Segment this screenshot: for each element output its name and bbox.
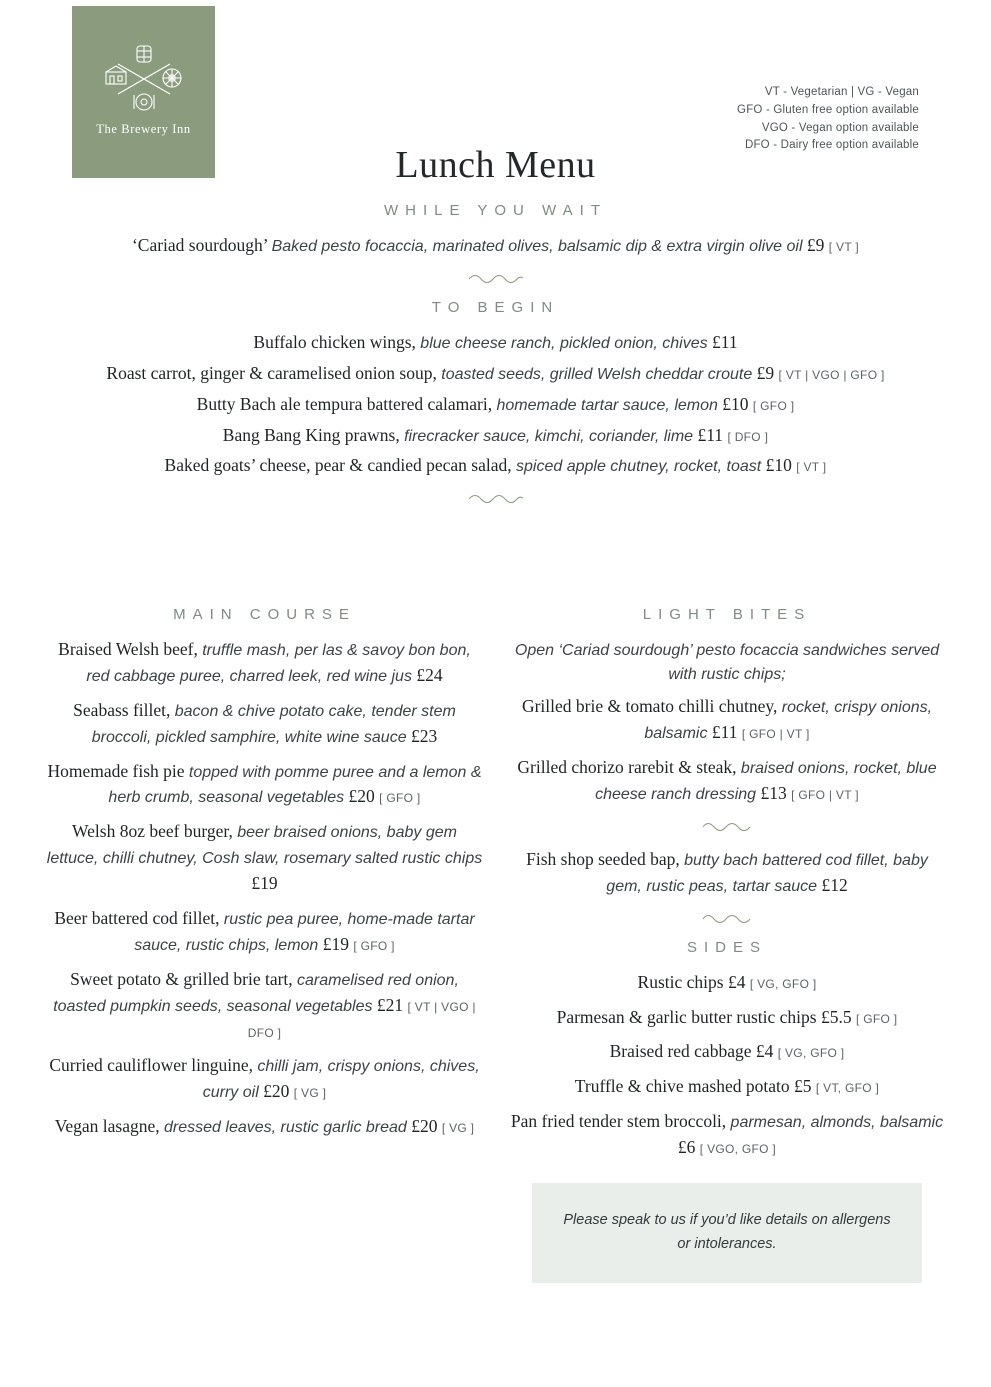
item-price: £11 (711, 722, 738, 743)
item-name: ‘Cariad sourdough’ (131, 235, 268, 255)
item-price: £24 (416, 664, 443, 685)
item-price: £20 (263, 1081, 290, 1102)
item-tags: [ VT | VGO | GFO ] (778, 367, 885, 382)
item-tags: [ VT, GFO ] (815, 1081, 880, 1096)
item-name: Grilled chorizo rarebit & steak, (517, 757, 737, 778)
item-price: £21 (376, 994, 404, 1015)
item-price: £9 (806, 235, 825, 255)
section-divider (46, 271, 945, 289)
top-sections (46, 202, 945, 519)
item-price: £10 (765, 455, 792, 476)
item-price: £6 (677, 1137, 696, 1158)
item-name: Parmesan & garlic butter rustic chips (556, 1006, 817, 1027)
item-price: £19 (251, 873, 278, 894)
menu-item (46, 423, 945, 449)
item-description: bacon & chive potato cake, tender stem broccoli, pickled samphire, white wine sauce (91, 702, 456, 746)
item-name: Buffalo chicken wings, (253, 331, 416, 352)
item-price: £9 (756, 362, 775, 383)
item-price: £4 (755, 1041, 774, 1062)
item-name: Truffle & chive mashed potato (574, 1076, 790, 1097)
item-description: beer braised onions, baby gem lettuce, chilli chutney, Cosh slaw, rosemary salted rustic chips (46, 824, 483, 868)
menu-item (46, 698, 483, 750)
item-description: rustic pea puree, home-made tartar sauce, rustic chips, lemon (134, 911, 475, 954)
item-tags: [ VT ] (796, 460, 827, 475)
menu-item (46, 453, 945, 479)
section-divider (509, 819, 945, 837)
light-bites-intro: Open ‘Cariad sourdough’ pesto focaccia sandwiches served with rustic chips; (514, 642, 940, 683)
page-title: Lunch Menu (395, 144, 596, 187)
section-light-bites (509, 606, 945, 899)
item-tags: [ VGO, GFO ] (699, 1142, 777, 1157)
item-price: £11 (711, 331, 738, 352)
menu-item (509, 1074, 945, 1100)
item-tags: [ GFO ] (379, 791, 421, 806)
item-description: spiced apple chutney, rocket, toast (516, 458, 762, 476)
menu-item (46, 906, 483, 958)
item-name: Vegan lasagne, (54, 1116, 160, 1137)
section-sides (509, 939, 945, 1161)
item-name: Beer battered cod fillet, (54, 908, 220, 929)
item-tags: [ VG, GFO ] (777, 1046, 845, 1061)
item-description: braised onions, rocket, blue cheese ranch dressing (595, 760, 937, 804)
key-line-1: VT - Vegetarian | VG - Vegan (764, 86, 919, 98)
menu-item (46, 361, 945, 387)
menu-item (46, 392, 945, 418)
item-tags: [ GFO ] (752, 398, 795, 413)
menu-item (46, 330, 945, 356)
section-heading-while-you-wait: WHILE YOU WAIT (383, 202, 607, 219)
item-name: Baked goats’ cheese, pear & candied pecan salad, (164, 455, 512, 476)
item-tags: [ VT | VGO | DFO ] (247, 999, 476, 1040)
item-name: Butty Bach ale tempura battered calamari, (196, 393, 493, 414)
item-name: Fish shop seeded bap, (526, 848, 680, 869)
menu-item (46, 1053, 483, 1105)
menu-item (509, 755, 945, 807)
brand-name: The Brewery Inn (96, 122, 191, 136)
section-heading-to-begin: TO BEGIN (431, 298, 560, 316)
item-tags: [ VG, GFO ] (749, 976, 817, 991)
item-name: Roast carrot, ginger & caramelised onion soup, (106, 362, 437, 383)
menu-page (6, 6, 985, 1381)
item-name: Pan fried tender stem broccoli, (510, 1111, 727, 1132)
item-description: truffle mash, per las & savoy bon bon, red cabbage puree, charred leek, red wine jus (86, 642, 471, 685)
item-name: Welsh 8oz beef burger, (72, 821, 233, 842)
section-divider (46, 491, 945, 509)
item-price: £12 (821, 874, 848, 895)
item-tags: [ GFO | VT ] (741, 727, 810, 742)
menu-item (509, 847, 945, 899)
menu-columns (46, 606, 945, 1283)
section-divider (509, 911, 945, 929)
item-name: Braised red cabbage (609, 1041, 752, 1062)
item-tags: [ GFO | VT ] (791, 788, 859, 803)
item-name: Sweet potato & grilled brie tart, (70, 968, 293, 989)
menu-item (509, 1039, 945, 1065)
item-description: dressed leaves, rustic garlic bread (164, 1119, 407, 1137)
item-description: Baked pesto focaccia, marinated olives, balsamic dip & extra virgin olive oil (271, 238, 803, 255)
item-tags: [ GFO ] (855, 1011, 898, 1026)
section-to-begin (46, 299, 945, 479)
menu-item (509, 1005, 945, 1031)
item-description: rocket, crispy onions, balsamic (644, 699, 933, 743)
item-price: £19 (322, 933, 349, 954)
section-heading-sides: SIDES (686, 938, 767, 956)
item-price: £11 (697, 424, 724, 445)
right-column (509, 606, 945, 1283)
item-name: Bang Bang King prawns, (222, 424, 400, 445)
item-name: Rustic chips (637, 971, 724, 992)
item-name: Curried cauliflower linguine, (49, 1055, 253, 1076)
item-tags: [ GFO ] (353, 938, 395, 953)
allergen-note-box (532, 1183, 922, 1283)
key-line-2: GFO - Gluten free option available (737, 103, 919, 116)
item-name: Seabass fillet, (73, 699, 171, 720)
item-price: £5 (794, 1076, 812, 1097)
section-heading-main-course: MAIN COURSE (173, 606, 356, 623)
menu-item (46, 819, 483, 897)
item-tags: [ VG ] (441, 1121, 475, 1136)
brewery-emblem-icon (94, 42, 194, 116)
item-name: Grilled brie & tomato chilli chutney, (521, 696, 778, 717)
allergen-note-line-1: Please speak to us if you’d like details on allergens (563, 1212, 891, 1229)
item-price: £4 (727, 971, 746, 992)
item-tags: [ VG ] (293, 1086, 327, 1101)
section-main-course (46, 606, 483, 1283)
item-price: £5.5 (820, 1006, 852, 1027)
item-description: homemade tartar sauce, lemon (496, 396, 718, 414)
item-description: chilli jam, crispy onions, chives, curry oil (202, 1058, 480, 1102)
item-description: topped with pomme puree and a lemon & herb crumb, seasonal vegetables (108, 763, 482, 807)
section-heading-light-bites: LIGHT BITES (642, 606, 812, 623)
allergen-note-line-2: or intolerances. (677, 1235, 777, 1252)
menu-item (46, 967, 483, 1045)
menu-item (46, 759, 483, 811)
item-price: £20 (411, 1116, 438, 1137)
menu-item (509, 1109, 945, 1161)
item-description: parmesan, almonds, balsamic (730, 1114, 944, 1132)
menu-item (46, 1114, 483, 1140)
item-description: firecracker sauce, kimchi, coriander, lime (404, 427, 694, 445)
item-price: £20 (348, 786, 375, 807)
item-name: Braised Welsh beef, (58, 639, 198, 659)
key-line-4: DFO - Dairy free option available (744, 139, 919, 152)
menu-item (46, 637, 483, 689)
item-price: £23 (410, 725, 438, 746)
item-name: Homemade fish pie (47, 760, 185, 781)
menu-item (509, 970, 945, 996)
item-description: toasted seeds, grilled Welsh cheddar croute (441, 365, 753, 383)
item-tags: [ VT ] (828, 240, 860, 254)
item-description: caramelised red onion, toasted pumpkin seeds, seasonal vegetables (53, 971, 459, 1015)
section-while-you-wait (46, 202, 945, 259)
menu-item (46, 233, 945, 259)
item-tags: [ DFO ] (727, 429, 769, 444)
item-description: butty bach battered cod fillet, baby gem, rustic peas, tartar sauce (606, 851, 928, 895)
item-price: £10 (722, 393, 749, 414)
item-description: blue cheese ranch, pickled onion, chives (420, 334, 708, 352)
menu-item (509, 694, 945, 746)
key-line-3: VGO - Vegan option available (761, 121, 919, 134)
item-price: £13 (760, 783, 787, 804)
